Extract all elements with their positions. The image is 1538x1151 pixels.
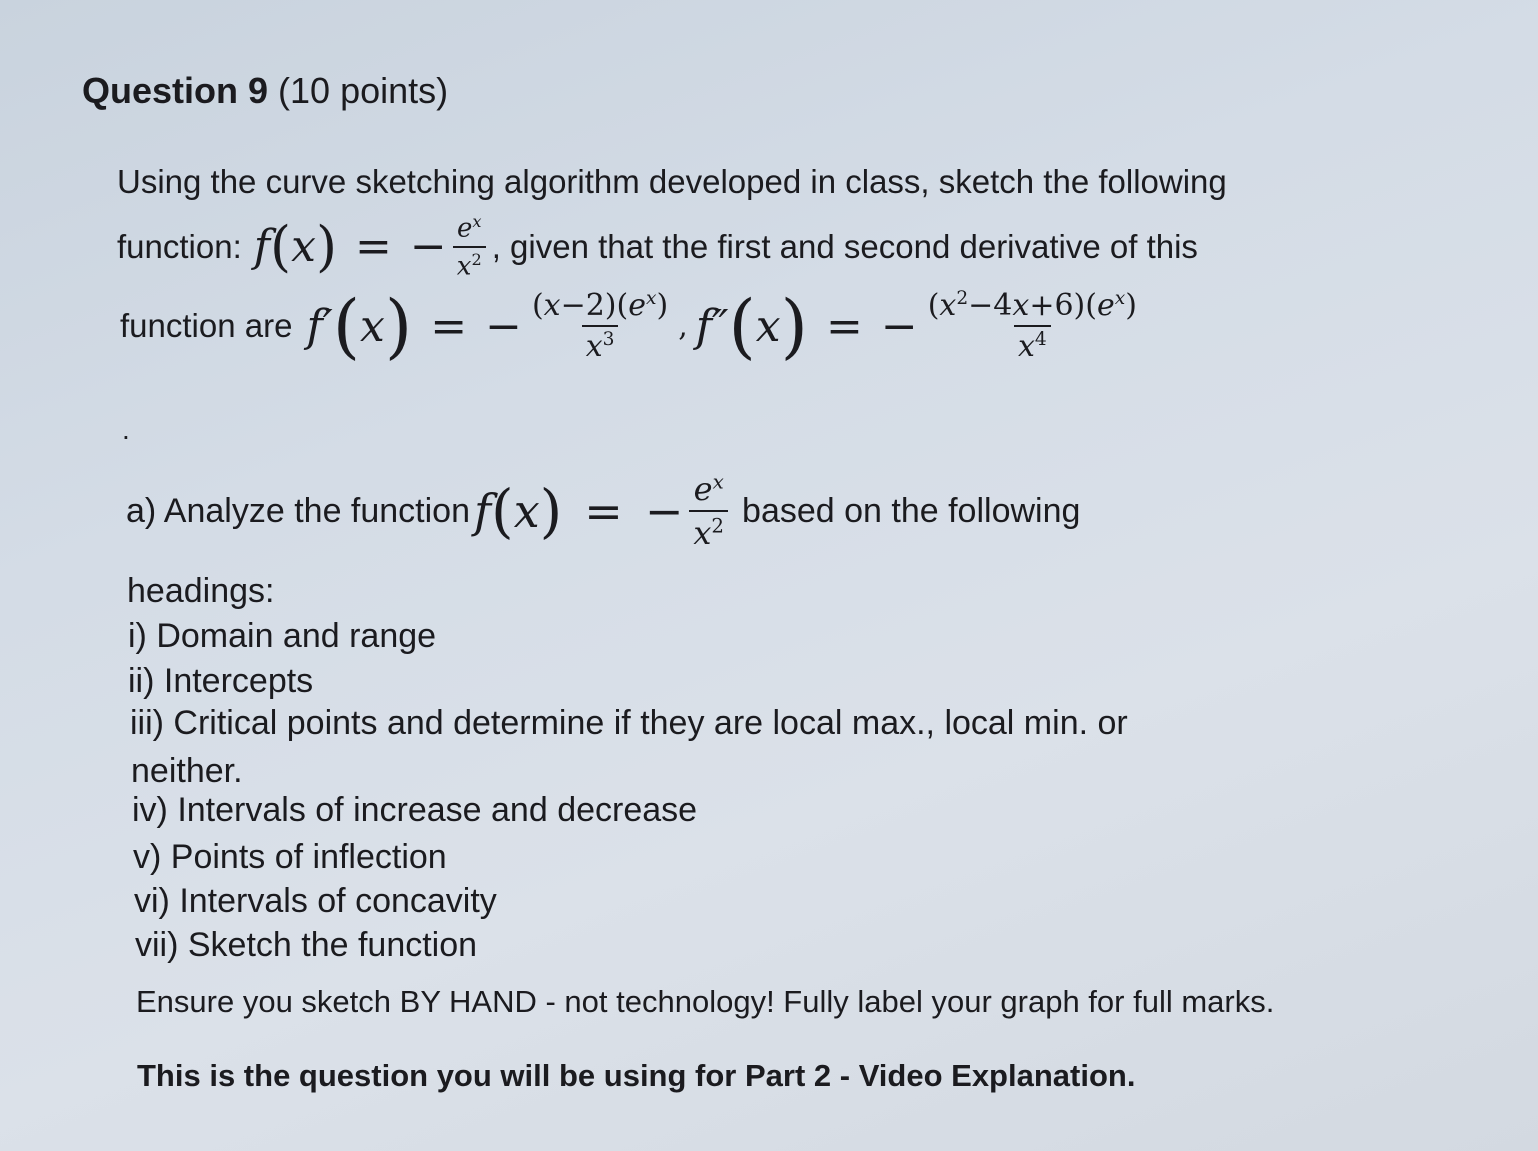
part-a-prefix: a) Analyze the function — [126, 491, 471, 530]
intro-line-2 — [117, 212, 1198, 281]
heading-item-4: iv) Intervals of increase and decrease — [132, 791, 698, 829]
function-label: function: — [117, 227, 242, 265]
question-title — [82, 70, 448, 112]
video-note: This is the question you will be using for Part 2 - Video Explanation. — [137, 1058, 1136, 1093]
function-are-label: function are — [120, 307, 293, 344]
heading-item-1: i) Domain and range — [128, 617, 437, 655]
given-text: , given that the first and second derivative of this — [491, 227, 1198, 265]
first-derivative-formula: f′ ( x ) = − $\frac{(x-2)(e^x)}{x^3}$ , — [306, 285, 688, 367]
part-a-suffix: based on the following — [742, 491, 1081, 530]
question-points: (10 points) — [278, 70, 449, 111]
stray-dot: . — [122, 414, 130, 445]
part-a-formula: f ( x ) = − $\frac{e^x}{x^2}$ — [474, 470, 734, 552]
intro-line-3 — [120, 285, 1147, 367]
question-number: Question 9 — [82, 70, 269, 111]
heading-item-6: vi) Intervals of concavity — [134, 882, 497, 920]
heading-item-2: ii) Intercepts — [128, 662, 314, 700]
headings-label: headings: — [127, 572, 275, 610]
function-formula: f ( x ) = − $\frac{e^x}{x^2}$ — [254, 212, 492, 281]
heading-item-3-cont: neither. — [131, 752, 243, 790]
second-derivative-formula: f″ ( x ) = − $\frac{(x^2-4x+6)(e^x)}{x^4}$ — [695, 285, 1137, 367]
heading-item-5: v) Points of inflection — [133, 838, 447, 876]
ensure-note: Ensure you sketch BY HAND - not technology! Fully label your graph for full marks. — [136, 984, 1275, 1019]
heading-item-3: iii) Critical points and determine if they are local max., local min. or — [130, 704, 1128, 742]
heading-item-7: vii) Sketch the function — [135, 926, 478, 964]
part-a-line — [126, 470, 1080, 552]
intro-line-1: Using the curve sketching algorithm developed in class, sketch the following — [117, 163, 1227, 200]
